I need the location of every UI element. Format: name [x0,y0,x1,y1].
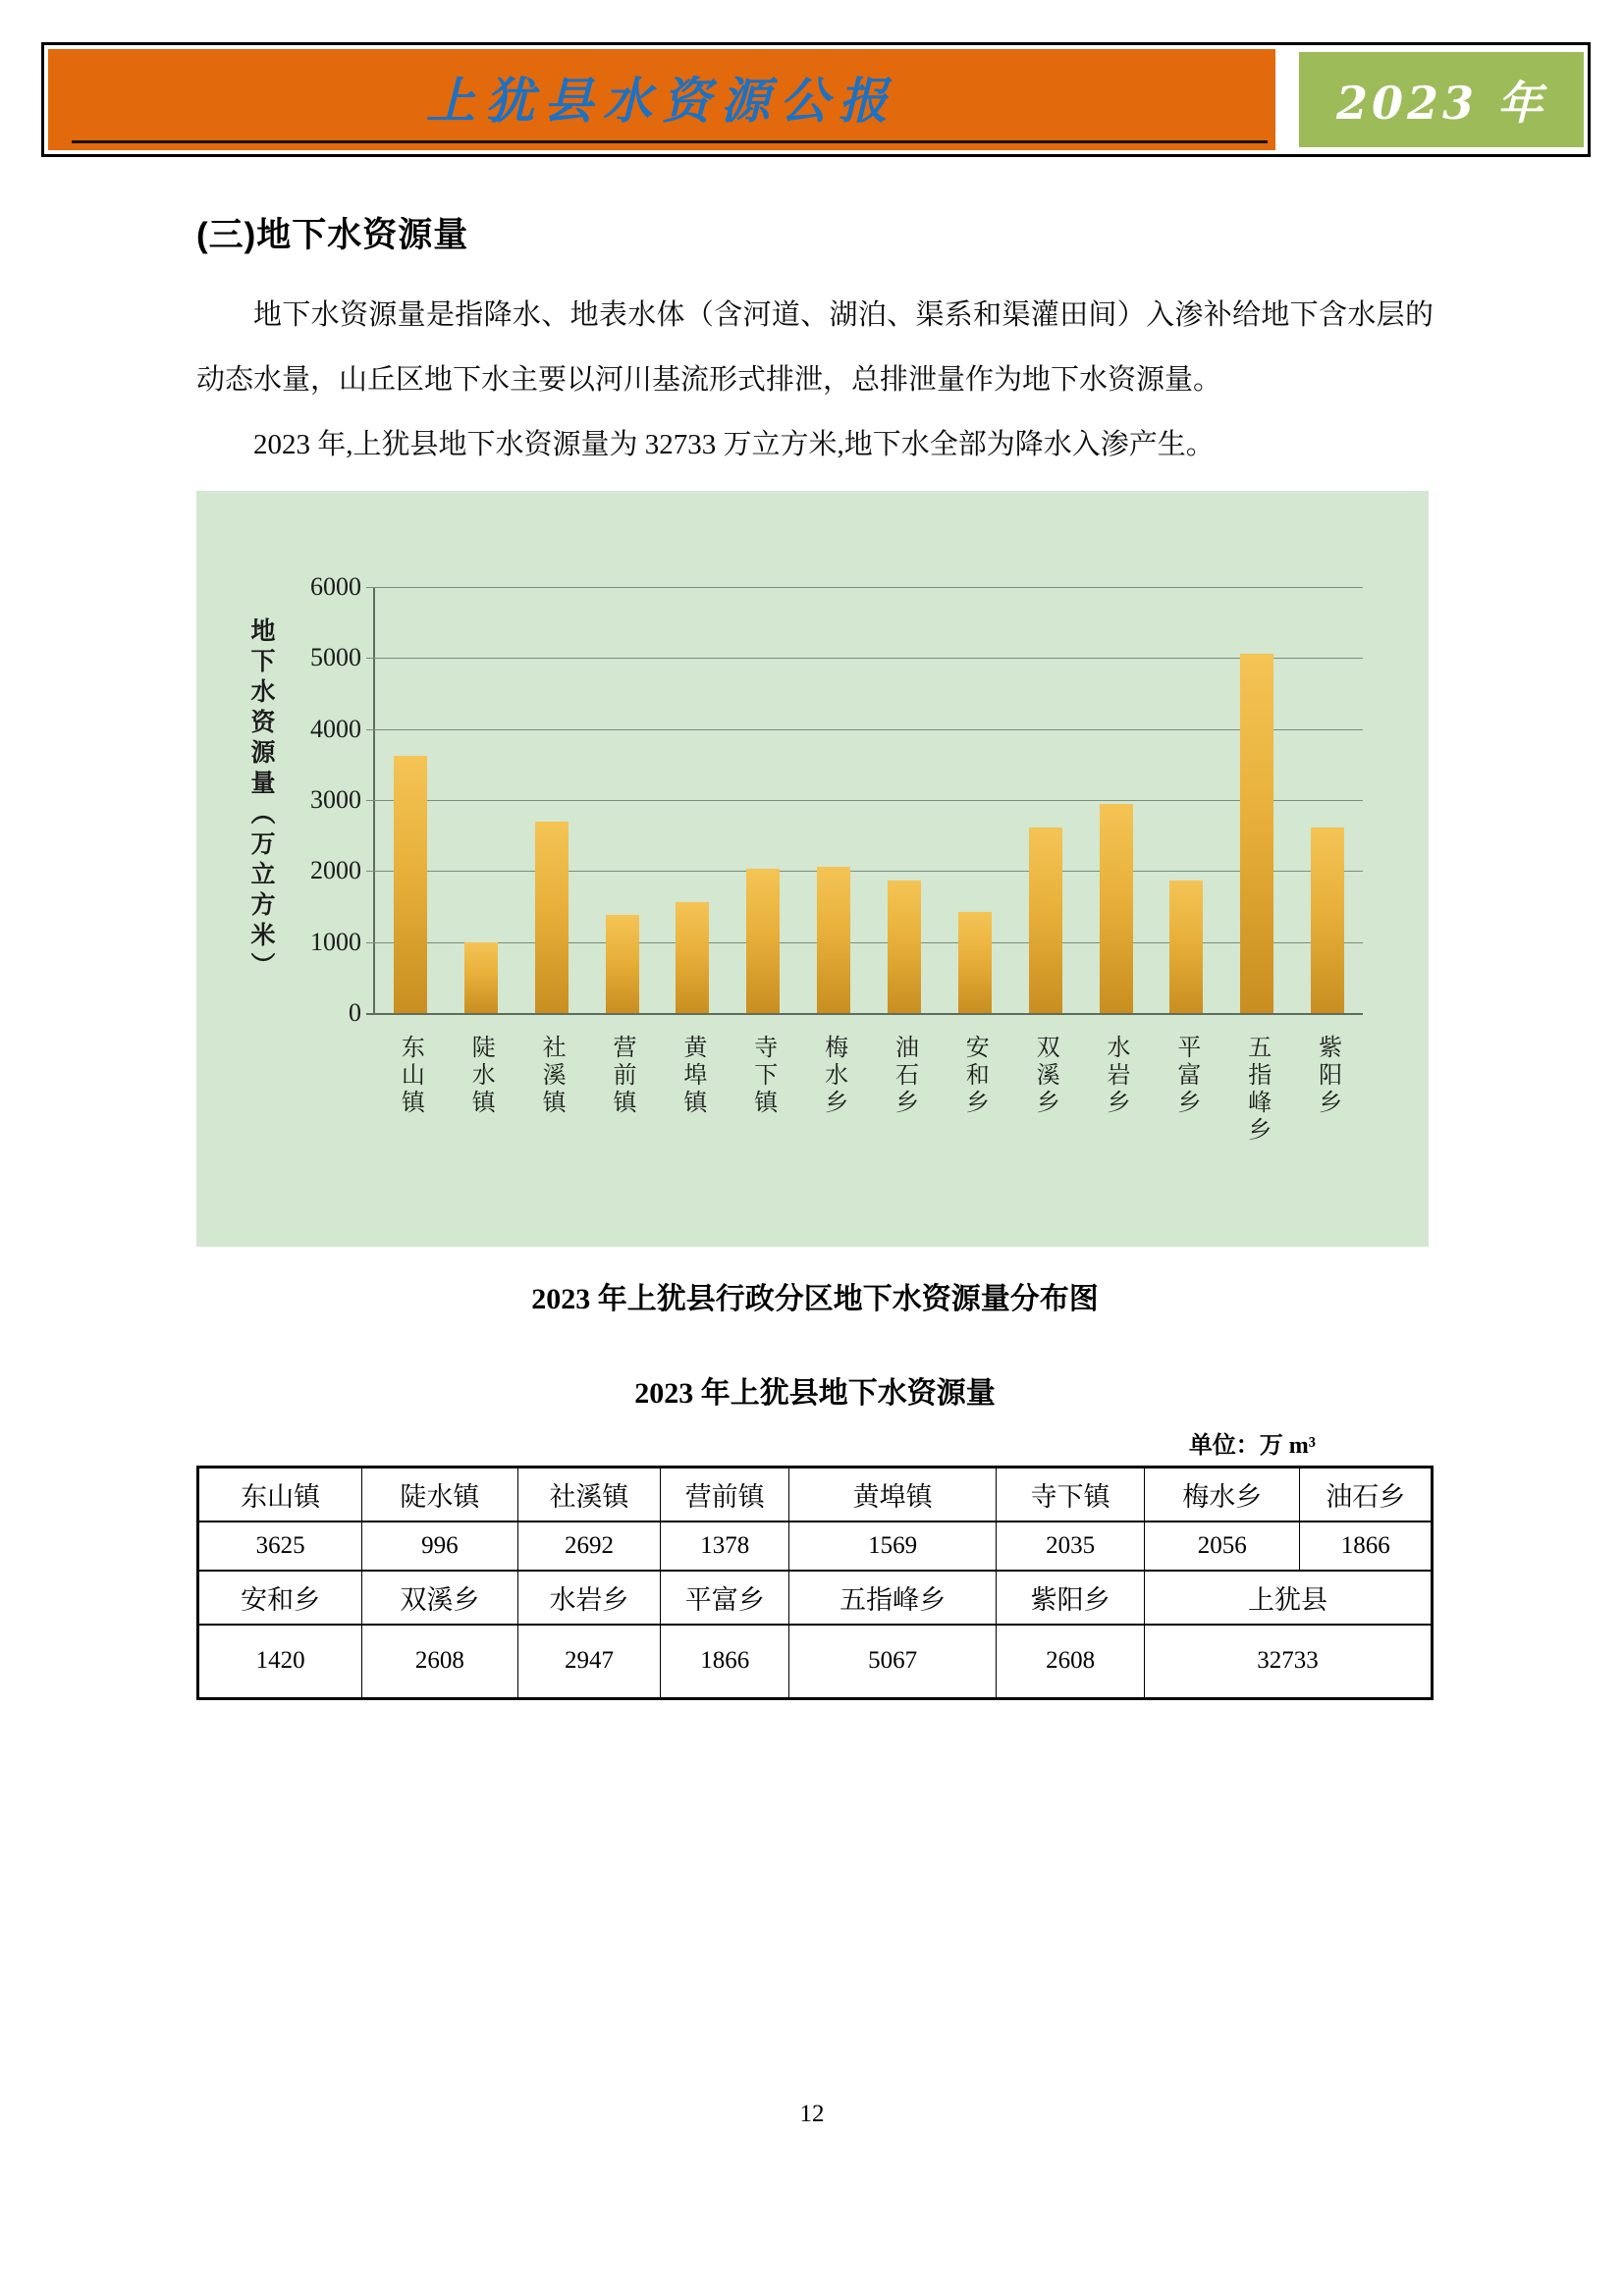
x-label-slot [657,1035,728,1145]
bar-slot [587,587,658,1013]
chart-bar [1240,654,1273,1014]
x-tick-label: 梅水乡 [820,1035,846,1117]
bar-slot [657,587,728,1013]
chart-bar [606,915,639,1013]
table-header-cell: 水岩乡 [517,1571,661,1625]
table-header-cell: 安和乡 [198,1571,362,1625]
x-tick-label: 黄埠镇 [678,1035,705,1117]
x-label-slot [1221,1035,1292,1145]
body-paragraph: 2023 年,上犹县地下水资源量为 32733 万立方米,地下水全部为降水入渗产生。 [253,429,1215,460]
table-value-cell: 1866 [1300,1522,1433,1571]
x-axis-labels [375,1035,1363,1145]
table-value-cell: 2608 [362,1625,517,1699]
x-label-slot [1292,1035,1363,1145]
x-label-slot [1010,1035,1081,1145]
chart-bar [1311,828,1344,1013]
chart-bar [746,869,780,1013]
x-label-slot [516,1035,587,1145]
page-number: 12 [799,2101,825,2127]
table-value-cell: 2692 [517,1522,661,1571]
report-title: 上犹县水资源公报 [426,71,897,130]
bar-slot [869,587,940,1013]
plot-area [373,587,1363,1013]
chart-bar [1169,881,1203,1013]
x-label-slot [375,1035,446,1145]
bar-slot [1221,587,1292,1013]
table-unit-label: 单位：万 m³ [1188,1433,1316,1459]
x-tick-label: 陡水镇 [467,1035,494,1117]
table-value-cell: 32733 [1145,1625,1433,1699]
x-axis-line [366,1013,1363,1015]
x-label-slot [798,1035,869,1145]
chart-bar [888,881,921,1013]
table-header-cell: 寺下镇 [997,1468,1145,1522]
x-label-slot [587,1035,658,1145]
table-row [198,1468,1433,1522]
table-value-cell: 1420 [198,1625,362,1699]
table-value-cell: 3625 [198,1522,362,1571]
table-value-cell: 2056 [1145,1522,1300,1571]
table-value-cell: 996 [362,1522,517,1571]
x-tick-label: 东山镇 [397,1035,423,1117]
x-label-slot [869,1035,940,1145]
header-underline [72,140,1268,143]
table-header-cell: 紫阳乡 [997,1571,1145,1625]
table-header-cell: 梅水乡 [1145,1468,1300,1522]
table-row [198,1625,1433,1699]
chart-bar [535,822,568,1013]
x-label-slot [1151,1035,1221,1145]
table-header-cell: 东山镇 [198,1468,362,1522]
x-tick-label: 寺下镇 [749,1035,776,1117]
x-label-slot [940,1035,1010,1145]
bar-series [375,587,1363,1013]
chart-bar [394,756,427,1013]
bar-slot [446,587,516,1013]
bar-slot [728,587,798,1013]
table-header-cell: 陡水镇 [362,1468,517,1522]
table-header-cell: 上犹县 [1145,1571,1433,1625]
x-tick-label: 五指峰乡 [1243,1035,1270,1145]
x-tick-label: 平富乡 [1172,1035,1199,1117]
bar-slot [375,587,446,1013]
y-tick-label: 4000 [310,714,361,743]
chart-caption: 2023 年上犹县行政分区地下水资源量分布图 [531,1283,1099,1315]
table-header-cell: 五指峰乡 [789,1571,997,1625]
y-axis-ticks [295,572,373,1027]
x-tick-label: 社溪镇 [538,1035,565,1117]
table-header-cell: 油石乡 [1300,1468,1433,1522]
groundwater-bar-chart [196,491,1429,1247]
y-tick-label: 6000 [310,572,361,601]
bar-slot [940,587,1010,1013]
table-title: 2023 年上犹县地下水资源量 [634,1377,996,1410]
chart-bar [1029,828,1062,1013]
table-value-cell: 2608 [997,1625,1145,1699]
table-header-cell: 黄埠镇 [789,1468,997,1522]
table-row [198,1522,1433,1571]
table-header-cell: 社溪镇 [517,1468,661,1522]
y-tick-label: 1000 [310,927,361,956]
chart-plot-row [196,572,1429,1027]
chart-bar [464,942,498,1013]
y-axis-title [226,587,295,1013]
table-value-cell: 1569 [789,1522,997,1571]
y-tick-label: 2000 [310,856,361,885]
table-value-cell: 1866 [661,1625,789,1699]
table-value-cell: 1378 [661,1522,789,1571]
table-value-cell: 5067 [789,1625,997,1699]
y-tick-label: 3000 [310,785,361,814]
page-content [196,157,1434,1700]
x-tick-label: 安和乡 [961,1035,988,1117]
body-paragraph: 地下水资源量是指降水、地表水体（含河道、湖泊、渠系和渠灌田间）入渗补给地下含水层的动态水量，山丘区地下水主要以河川基流形式排泄，总排泄量作为地下水资源量。 [196,299,1434,396]
x-tick-label: 紫阳乡 [1314,1035,1340,1117]
chart-bar [676,902,709,1013]
bar-slot [1292,587,1363,1013]
y-axis-title-text: 地下水资源量（万立方米） [247,617,274,983]
year-badge: 2023 年 [1299,52,1584,147]
x-tick-label: 油石乡 [891,1035,917,1117]
table-header-cell: 平富乡 [661,1571,789,1625]
x-label-slot [1081,1035,1152,1145]
y-tick-label: 0 [349,998,361,1027]
x-tick-label: 营前镇 [609,1035,634,1117]
chart-bar [1100,804,1133,1013]
report-header [41,42,1591,157]
bar-slot [516,587,587,1013]
groundwater-table [196,1466,1434,1700]
bar-slot [1010,587,1081,1013]
chart-bar [958,912,992,1013]
chart-bar [817,867,850,1013]
x-label-slot [446,1035,516,1145]
table-value-cell: 2947 [517,1625,661,1699]
header-title-band [48,49,1275,150]
x-label-slot [728,1035,798,1145]
section-heading: (三)地下水资源量 [196,216,469,254]
table-header-cell: 营前镇 [661,1468,789,1522]
bar-slot [1151,587,1221,1013]
table-header-cell: 双溪乡 [362,1571,517,1625]
bar-slot [798,587,869,1013]
table-row [198,1571,1433,1625]
y-tick-label: 5000 [310,643,361,672]
x-tick-label: 双溪乡 [1032,1035,1058,1117]
table-value-cell: 2035 [997,1522,1145,1571]
x-tick-label: 水岩乡 [1103,1035,1129,1117]
bar-slot [1081,587,1152,1013]
